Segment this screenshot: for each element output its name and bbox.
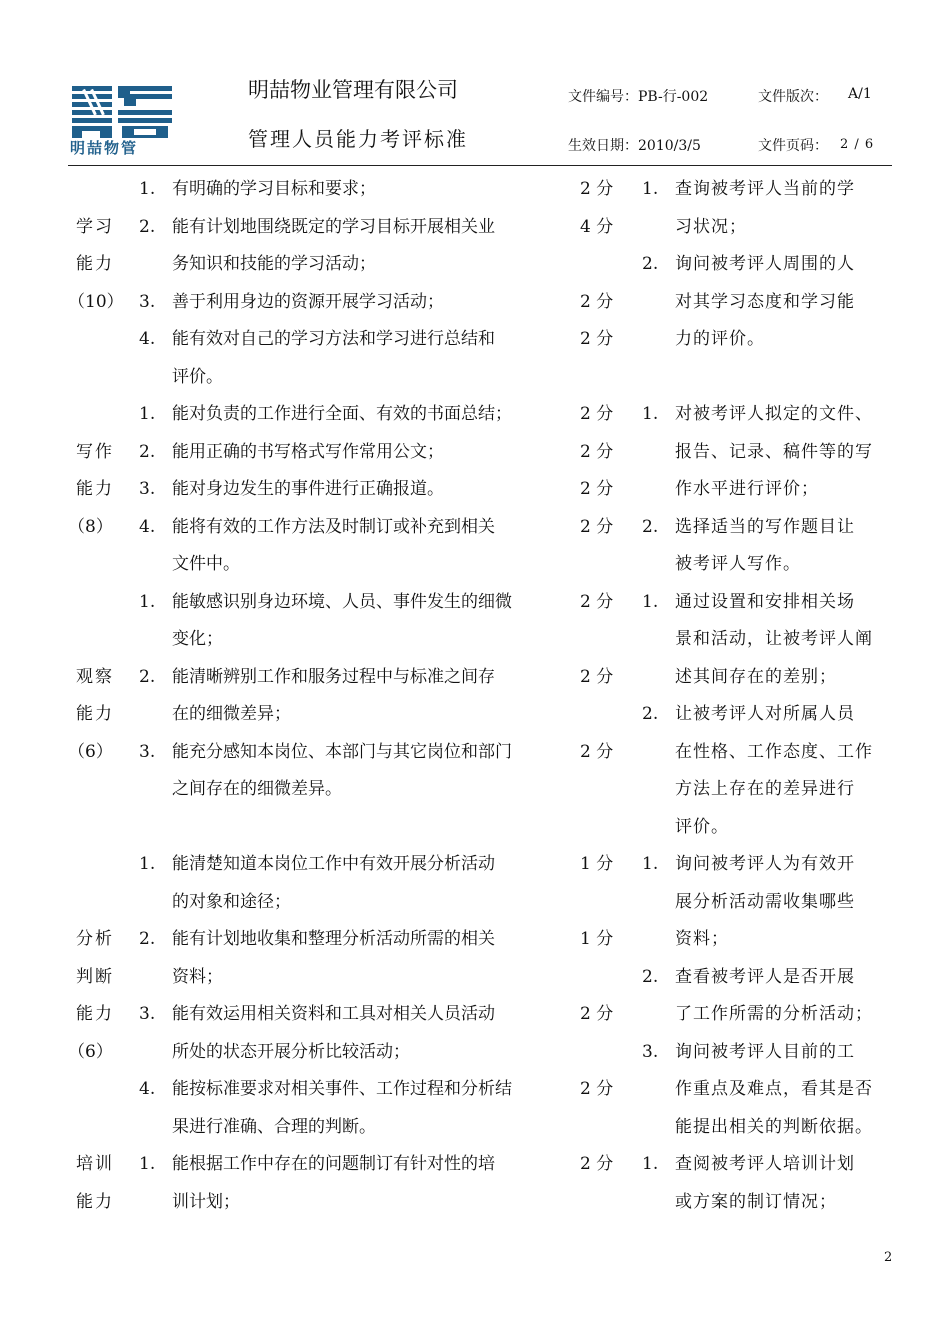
method-text: 评价。 xyxy=(675,816,729,837)
document-number: 文件编号：PB-行-002 xyxy=(568,89,709,105)
criterion-text: 的对象和途径； xyxy=(172,891,291,912)
criterion-score: 2 分 xyxy=(580,329,614,349)
method-text: 询问被考评人目前的工 xyxy=(675,1041,855,1062)
criterion-score: 4 分 xyxy=(580,216,614,237)
method-text: 对其学习态度和学习能 xyxy=(675,291,855,312)
category-label: 能力 xyxy=(76,1004,114,1024)
method-text: 或方案的制订情况； xyxy=(675,1191,837,1212)
category-label: 写作 xyxy=(76,441,114,462)
category-label: 能力 xyxy=(76,704,114,724)
category-label: 能力 xyxy=(76,254,114,274)
method-number: 2. xyxy=(642,966,659,987)
criterion-score: 2 分 xyxy=(580,441,614,462)
method-text: 报告、记录、稿件等的写 xyxy=(675,441,873,462)
category-label: 分析 xyxy=(76,929,114,949)
criterion-number: 1. xyxy=(139,404,156,424)
category-label: 能力 xyxy=(76,1191,114,1212)
method-number: 1. xyxy=(642,854,659,874)
criterion-text: 变化； xyxy=(172,629,223,649)
method-text: 对被考评人拟定的文件、 xyxy=(675,404,873,424)
criterion-number: 2. xyxy=(139,666,156,687)
method-text: 了工作所需的分析活动； xyxy=(675,1004,873,1024)
method-text: 作重点及难点，看其是否 xyxy=(675,1079,873,1099)
method-text: 询问被考评人为有效开 xyxy=(675,854,855,874)
page-number: 2 xyxy=(884,1250,893,1265)
criterion-number: 2. xyxy=(139,216,156,237)
criterion-score: 2 分 xyxy=(580,479,614,499)
method-text: 被考评人写作。 xyxy=(675,554,801,574)
criterion-text: 能充分感知本岗位、本部门与其它岗位和部门 xyxy=(172,741,512,762)
criterion-number: 4. xyxy=(139,516,156,537)
method-text: 景和活动，让被考评人阐 xyxy=(675,629,873,649)
criterion-number: 3. xyxy=(139,479,156,499)
criterion-score: 1 分 xyxy=(580,929,614,949)
criterion-text: 文件中。 xyxy=(172,554,240,574)
criterion-number: 1. xyxy=(139,591,156,612)
method-text: 询问被考评人周围的人 xyxy=(675,254,855,274)
criterion-number: 1. xyxy=(139,179,156,199)
criterion-text: 训计划； xyxy=(172,1191,240,1212)
criterion-text: 能有计划地围绕既定的学习目标开展相关业 xyxy=(172,216,495,237)
criterion-score: 2 分 xyxy=(580,291,614,312)
method-number: 1. xyxy=(642,179,659,199)
criterion-number: 3. xyxy=(139,1004,156,1024)
criterion-text: 能对身边发生的事件进行正确报道。 xyxy=(172,479,444,499)
page-value: 2 / 6 xyxy=(840,137,875,152)
category-label: 判断 xyxy=(76,966,114,987)
category-label: （10） xyxy=(68,291,124,312)
criterion-text: 能用正确的书写格式写作常用公文； xyxy=(172,441,444,462)
criterion-text: 资料； xyxy=(172,966,223,987)
method-text: 选择适当的写作题目让 xyxy=(675,516,855,537)
page-label: 文件页码： xyxy=(758,138,828,154)
document-title: 管理人员能力考评标准 xyxy=(248,127,468,151)
criterion-text: 所处的状态开展分析比较活动； xyxy=(172,1041,410,1062)
criterion-score: 2 分 xyxy=(580,1154,614,1174)
criterion-text: 能清晰辨别工作和服务过程中与标准之间存 xyxy=(172,666,495,687)
criterion-number: 4. xyxy=(139,329,156,349)
method-text: 习状况； xyxy=(675,216,747,237)
method-number: 1. xyxy=(642,591,659,612)
criterion-score: 2 分 xyxy=(580,1079,614,1099)
method-text: 力的评价。 xyxy=(675,329,765,349)
criterion-number: 4. xyxy=(139,1079,156,1099)
method-text: 方法上存在的差异进行 xyxy=(675,779,855,799)
criterion-text: 能按标准要求对相关事件、工作过程和分析结 xyxy=(172,1079,512,1099)
criterion-number: 3. xyxy=(139,741,156,762)
criterion-score: 2 分 xyxy=(580,1004,614,1024)
method-text: 查看被考评人是否开展 xyxy=(675,966,855,987)
criterion-number: 3. xyxy=(139,291,156,312)
criterion-text: 能有效对自己的学习方法和学习进行总结和 xyxy=(172,329,495,349)
criterion-text: 能根据工作中存在的问题制订有针对性的培 xyxy=(172,1154,495,1174)
method-text: 通过设置和安排相关场 xyxy=(675,591,855,612)
method-text: 在性格、工作态度、工作 xyxy=(675,741,873,762)
criterion-text: 能将有效的工作方法及时制订或补充到相关 xyxy=(172,516,495,537)
method-text: 查阅被考评人培训计划 xyxy=(675,1154,855,1174)
criterion-text: 果进行准确、合理的判断。 xyxy=(172,1116,376,1137)
method-number: 2. xyxy=(642,704,659,724)
method-text: 展分析活动需收集哪些 xyxy=(675,891,855,912)
criterion-score: 2 分 xyxy=(580,741,614,762)
criterion-number: 1. xyxy=(139,854,156,874)
category-label: （8） xyxy=(68,516,113,537)
category-label: 观察 xyxy=(76,666,114,687)
criterion-text: 在的细微差异； xyxy=(172,704,291,724)
category-label: （6） xyxy=(68,741,113,762)
criterion-text: 能清楚知道本岗位工作中有效开展分析活动 xyxy=(172,854,495,874)
criterion-score: 2 分 xyxy=(580,666,614,687)
method-text: 让被考评人对所属人员 xyxy=(675,704,855,724)
logo-text: 明喆物管 xyxy=(70,139,139,157)
method-text: 资料； xyxy=(675,929,729,949)
criterion-text: 之间存在的细微差异。 xyxy=(172,779,342,799)
criterion-score: 2 分 xyxy=(580,516,614,537)
header-divider xyxy=(68,165,892,166)
criterion-text: 有明确的学习目标和要求； xyxy=(172,179,376,199)
method-number: 2. xyxy=(642,254,659,274)
criterion-score: 2 分 xyxy=(580,591,614,612)
criterion-text: 评价。 xyxy=(172,366,223,387)
version-value: A/1 xyxy=(848,86,872,102)
criterion-text: 务知识和技能的学习活动； xyxy=(172,254,376,274)
method-text: 述其间存在的差别； xyxy=(675,666,837,687)
method-text: 能提出相关的判断依据。 xyxy=(675,1116,873,1137)
criterion-score: 1 分 xyxy=(580,854,614,874)
effective-date: 生效日期：2010/3/5 xyxy=(568,138,701,154)
method-text: 查询被考评人当前的学 xyxy=(675,179,855,199)
criterion-number: 2. xyxy=(139,441,156,462)
criterion-text: 善于利用身边的资源开展学习活动； xyxy=(172,291,444,312)
criterion-score: 2 分 xyxy=(580,179,614,199)
method-number: 1. xyxy=(642,1154,659,1174)
criterion-score: 2 分 xyxy=(580,404,614,424)
criterion-text: 能敏感识别身边环境、人员、事件发生的细微 xyxy=(172,591,512,612)
category-label: 培训 xyxy=(76,1154,114,1174)
category-label: （6） xyxy=(68,1041,113,1062)
version-label: 文件版次： xyxy=(758,89,828,105)
method-number: 3. xyxy=(642,1041,659,1062)
criterion-text: 能对负责的工作进行全面、有效的书面总结； xyxy=(172,404,512,424)
method-text: 作水平进行评价； xyxy=(675,479,819,499)
method-number: 2. xyxy=(642,516,659,537)
criterion-text: 能有效运用相关资料和工具对相关人员活动 xyxy=(172,1004,495,1024)
category-label: 能力 xyxy=(76,479,114,499)
criterion-number: 1. xyxy=(139,1154,156,1174)
category-label: 学习 xyxy=(76,216,114,237)
company-name: 明喆物业管理有限公司 xyxy=(248,78,458,102)
method-number: 1. xyxy=(642,404,659,424)
criterion-text: 能有计划地收集和整理分析活动所需的相关 xyxy=(172,929,495,949)
criterion-number: 2. xyxy=(139,929,156,949)
